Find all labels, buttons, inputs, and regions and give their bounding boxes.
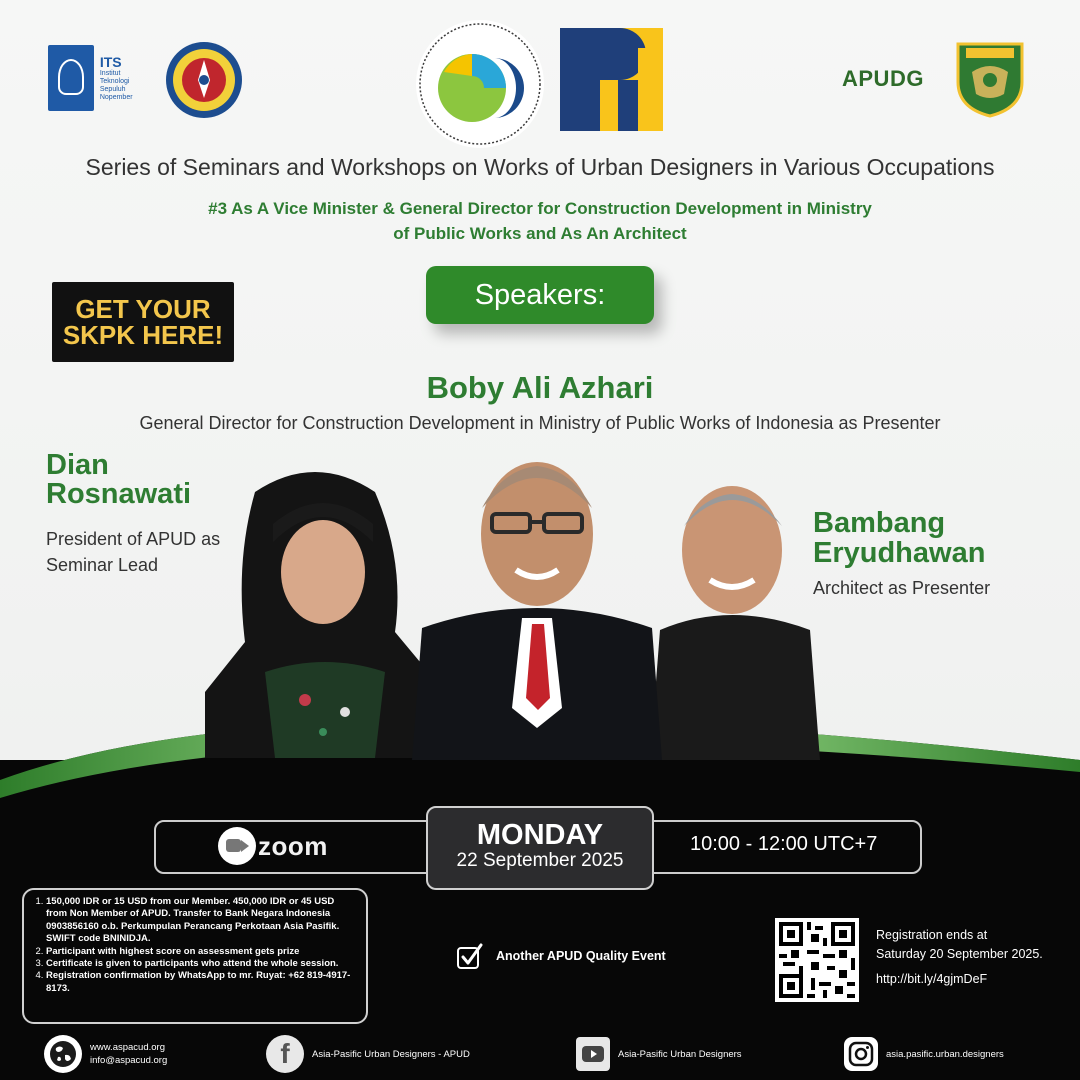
registration-qr-code[interactable] <box>775 918 859 1002</box>
main-speaker-role: General Director for Construction Development in Ministry of Public Works of Indonesia as Presenter <box>139 413 941 433</box>
registration-deadline: Registration ends at Saturday 20 September 2025. <box>876 928 1043 961</box>
its-emblem-icon <box>48 45 94 111</box>
skpk-button[interactable]: GET YOUR SKPK HERE! <box>52 282 234 362</box>
footer-web[interactable]: www.aspacud.org info@aspacud.org <box>44 1034 167 1074</box>
maren-crest-icon <box>954 38 1026 118</box>
note-item: 4. Registration confirmation by WhatsApp to mr. Ruyat: +62 819-4917-8173. <box>46 970 358 995</box>
globe-icon <box>44 1035 82 1073</box>
left-speaker-role: President of APUD as Seminar Lead <box>46 529 221 575</box>
session-subtitle: #3 As A Vice Minister & General Director for Construction Development in Ministry of Public Works and As An Architect <box>208 199 872 243</box>
right-speaker-role: Architect as Presenter <box>813 578 991 598</box>
note-item: 2. Participant with highest score on assessment gets prize <box>46 946 358 958</box>
its-logo <box>48 44 160 112</box>
zoom-camera-icon <box>218 827 256 865</box>
event-time: 10:00 - 12:00 UTC+7 <box>690 833 878 855</box>
left-speaker-name: Dian Rosnawati <box>46 449 192 510</box>
series-title: Series of Seminars and Workshops on Works of Urban Designers in Various Occupations <box>85 154 995 180</box>
footer-instagram[interactable]: asia.pasific.urban.designers <box>844 1034 1004 1074</box>
notes-box <box>22 888 368 1024</box>
youtube-icon <box>576 1037 610 1071</box>
facebook-icon: f <box>266 1035 304 1073</box>
zoom-logo: zoom <box>218 826 328 866</box>
apudg-wordmark: APUDG <box>842 66 924 91</box>
registration-link[interactable]: http://bit.ly/4gjmDeF <box>876 972 988 986</box>
apud-logo-icon <box>414 18 546 150</box>
footer-facebook[interactable]: f Asia-Pasific Urban Designers - APUD <box>266 1034 470 1074</box>
main-speaker-name: Boby Ali Azhari <box>426 370 654 405</box>
right-speaker-name: Bambang Eryudhawan <box>813 507 986 569</box>
event-date-box <box>426 806 654 890</box>
quality-badge: Another APUD Quality Event <box>456 942 666 970</box>
note-item: 1. 150,000 IDR or 15 USD from our Member. 450,000 IDR or 45 USD from Non Member of APUD. Transfer to Bank Negara Indonesia 0903856160 o.b. Perkumpulan Perancang Perkotaan Asia Pasifik. SWIFT code BNINIDJA. <box>46 896 358 946</box>
instagram-icon <box>844 1037 878 1071</box>
speaker-photo-center <box>412 448 662 760</box>
note-item: 3. Certificate is given to participants who attend the whole session. <box>46 958 358 970</box>
itn-malang-seal-icon <box>164 40 244 120</box>
footer-youtube[interactable]: Asia-Pasific Urban Designers <box>576 1034 742 1074</box>
speaker-photo-right <box>650 470 820 760</box>
speakers-label: Speakers: <box>426 266 654 324</box>
its-wordmark: ITS Institut Teknologi Sepuluh Nopember <box>99 54 133 101</box>
event-date: 22 September 2025 <box>456 850 624 871</box>
event-day: MONDAY <box>476 819 604 851</box>
check-icon <box>456 942 484 970</box>
pupr-logo-icon <box>560 28 663 131</box>
